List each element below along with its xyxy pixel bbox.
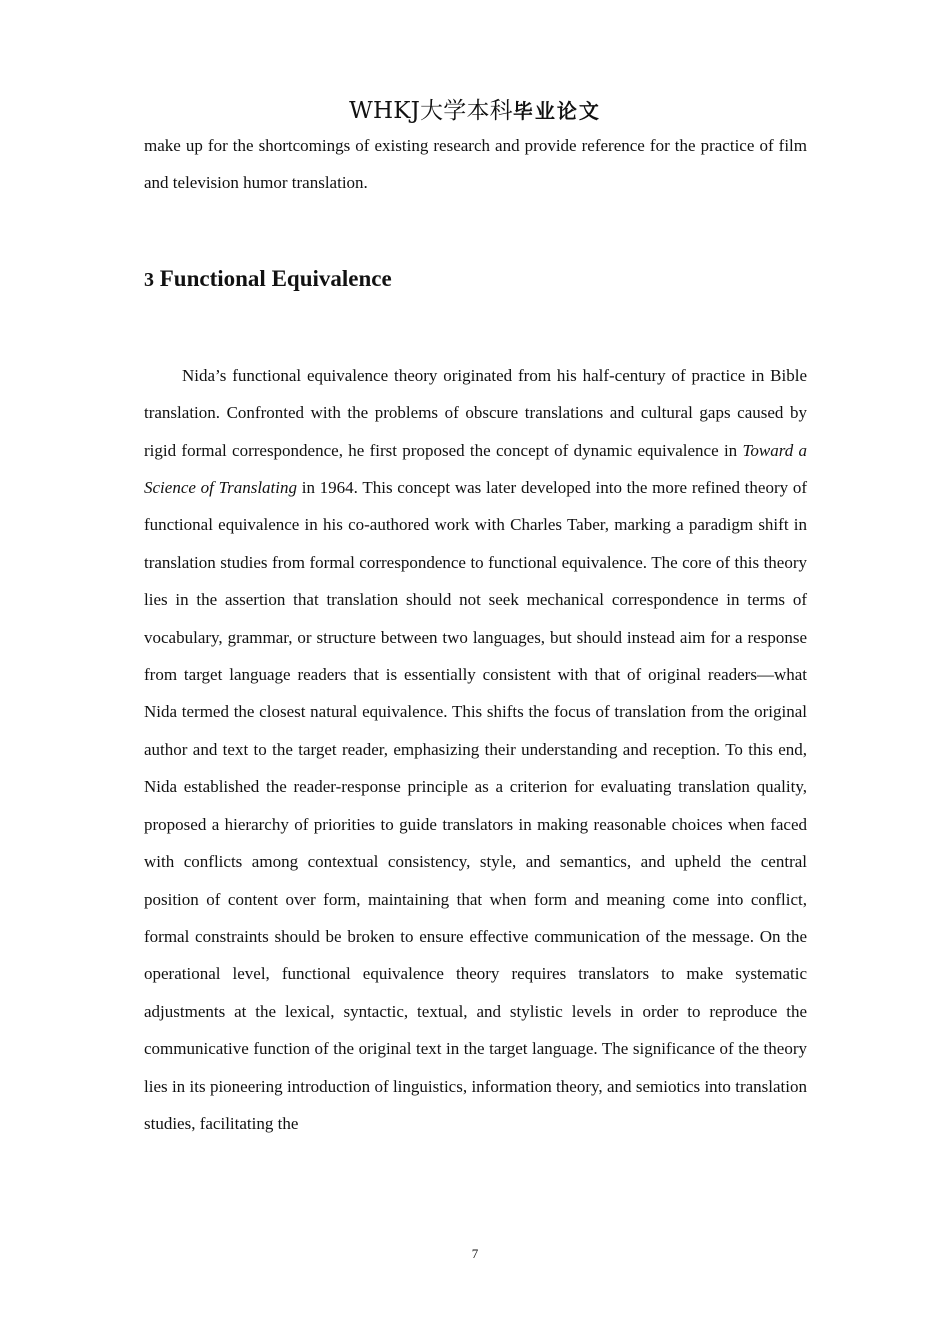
header-thesis-label: 毕业论文 (512, 99, 601, 123)
body-text-part-2: in 1964. This concept was later developed into the more refined theory of functional equivalence in his co-authored work with Charles Taber, marking a paradigm shift in translation studies from formal correspondence to functional equivalence. The core of this theory lies in the assertion that translation should not seek mechanical correspondence in terms of vocabulary, grammar, or structure between two languages, but should instead aim for a response from target language readers that is essentially consistent with that of original readers—what Nida termed the closest natural equivalence. This shifts the focus of translation from the original author and text to the target reader, emphasizing their understanding and reception. To this end, Nida established the reader-response principle as a criterion for evaluating translation quality, proposed a hierarchy of priorities to guide translators in making reasonable choices when faced with conflicts among contextual consistency, style, and semantics, and upheld the central position of content over form, maintaining that when form and meaning come into conflict, formal constraints should be broken to ensure effective communication of the message. On the operational level, functional equivalence theory requires translators to make systematic adjustments at the lexical, syntactic, textual, and stylistic levels in order to reproduce the communicative function of the original text in the target language. The significance of the theory lies in its pioneering introduction of linguistics, information theory, and semiotics into translation studies, facilitating the (144, 478, 808, 1133)
section-number: 3 (144, 268, 154, 291)
section-heading (144, 264, 807, 295)
running-header (0, 92, 950, 125)
section-title: Functional Equivalence (159, 265, 392, 291)
page-number: 7 (471, 1246, 479, 1261)
header-university: WHKJ大学本科 (349, 98, 513, 124)
continuation-paragraph: make up for the shortcomings of existing research and provide reference for the practice of film and television humor translation. (144, 136, 807, 193)
book-title: Toward a Science of Translating (144, 440, 808, 498)
body-paragraph (144, 357, 807, 1143)
body-text-part-1: Nida’s functional equivalence theory originated from his half-century of practice in Bible translation. Confronted with the problems of obscure translations and cultural gaps caused by rigid formal correspondence, he first proposed the concept of dynamic equivalence in (144, 365, 807, 460)
page-content (144, 127, 807, 1142)
